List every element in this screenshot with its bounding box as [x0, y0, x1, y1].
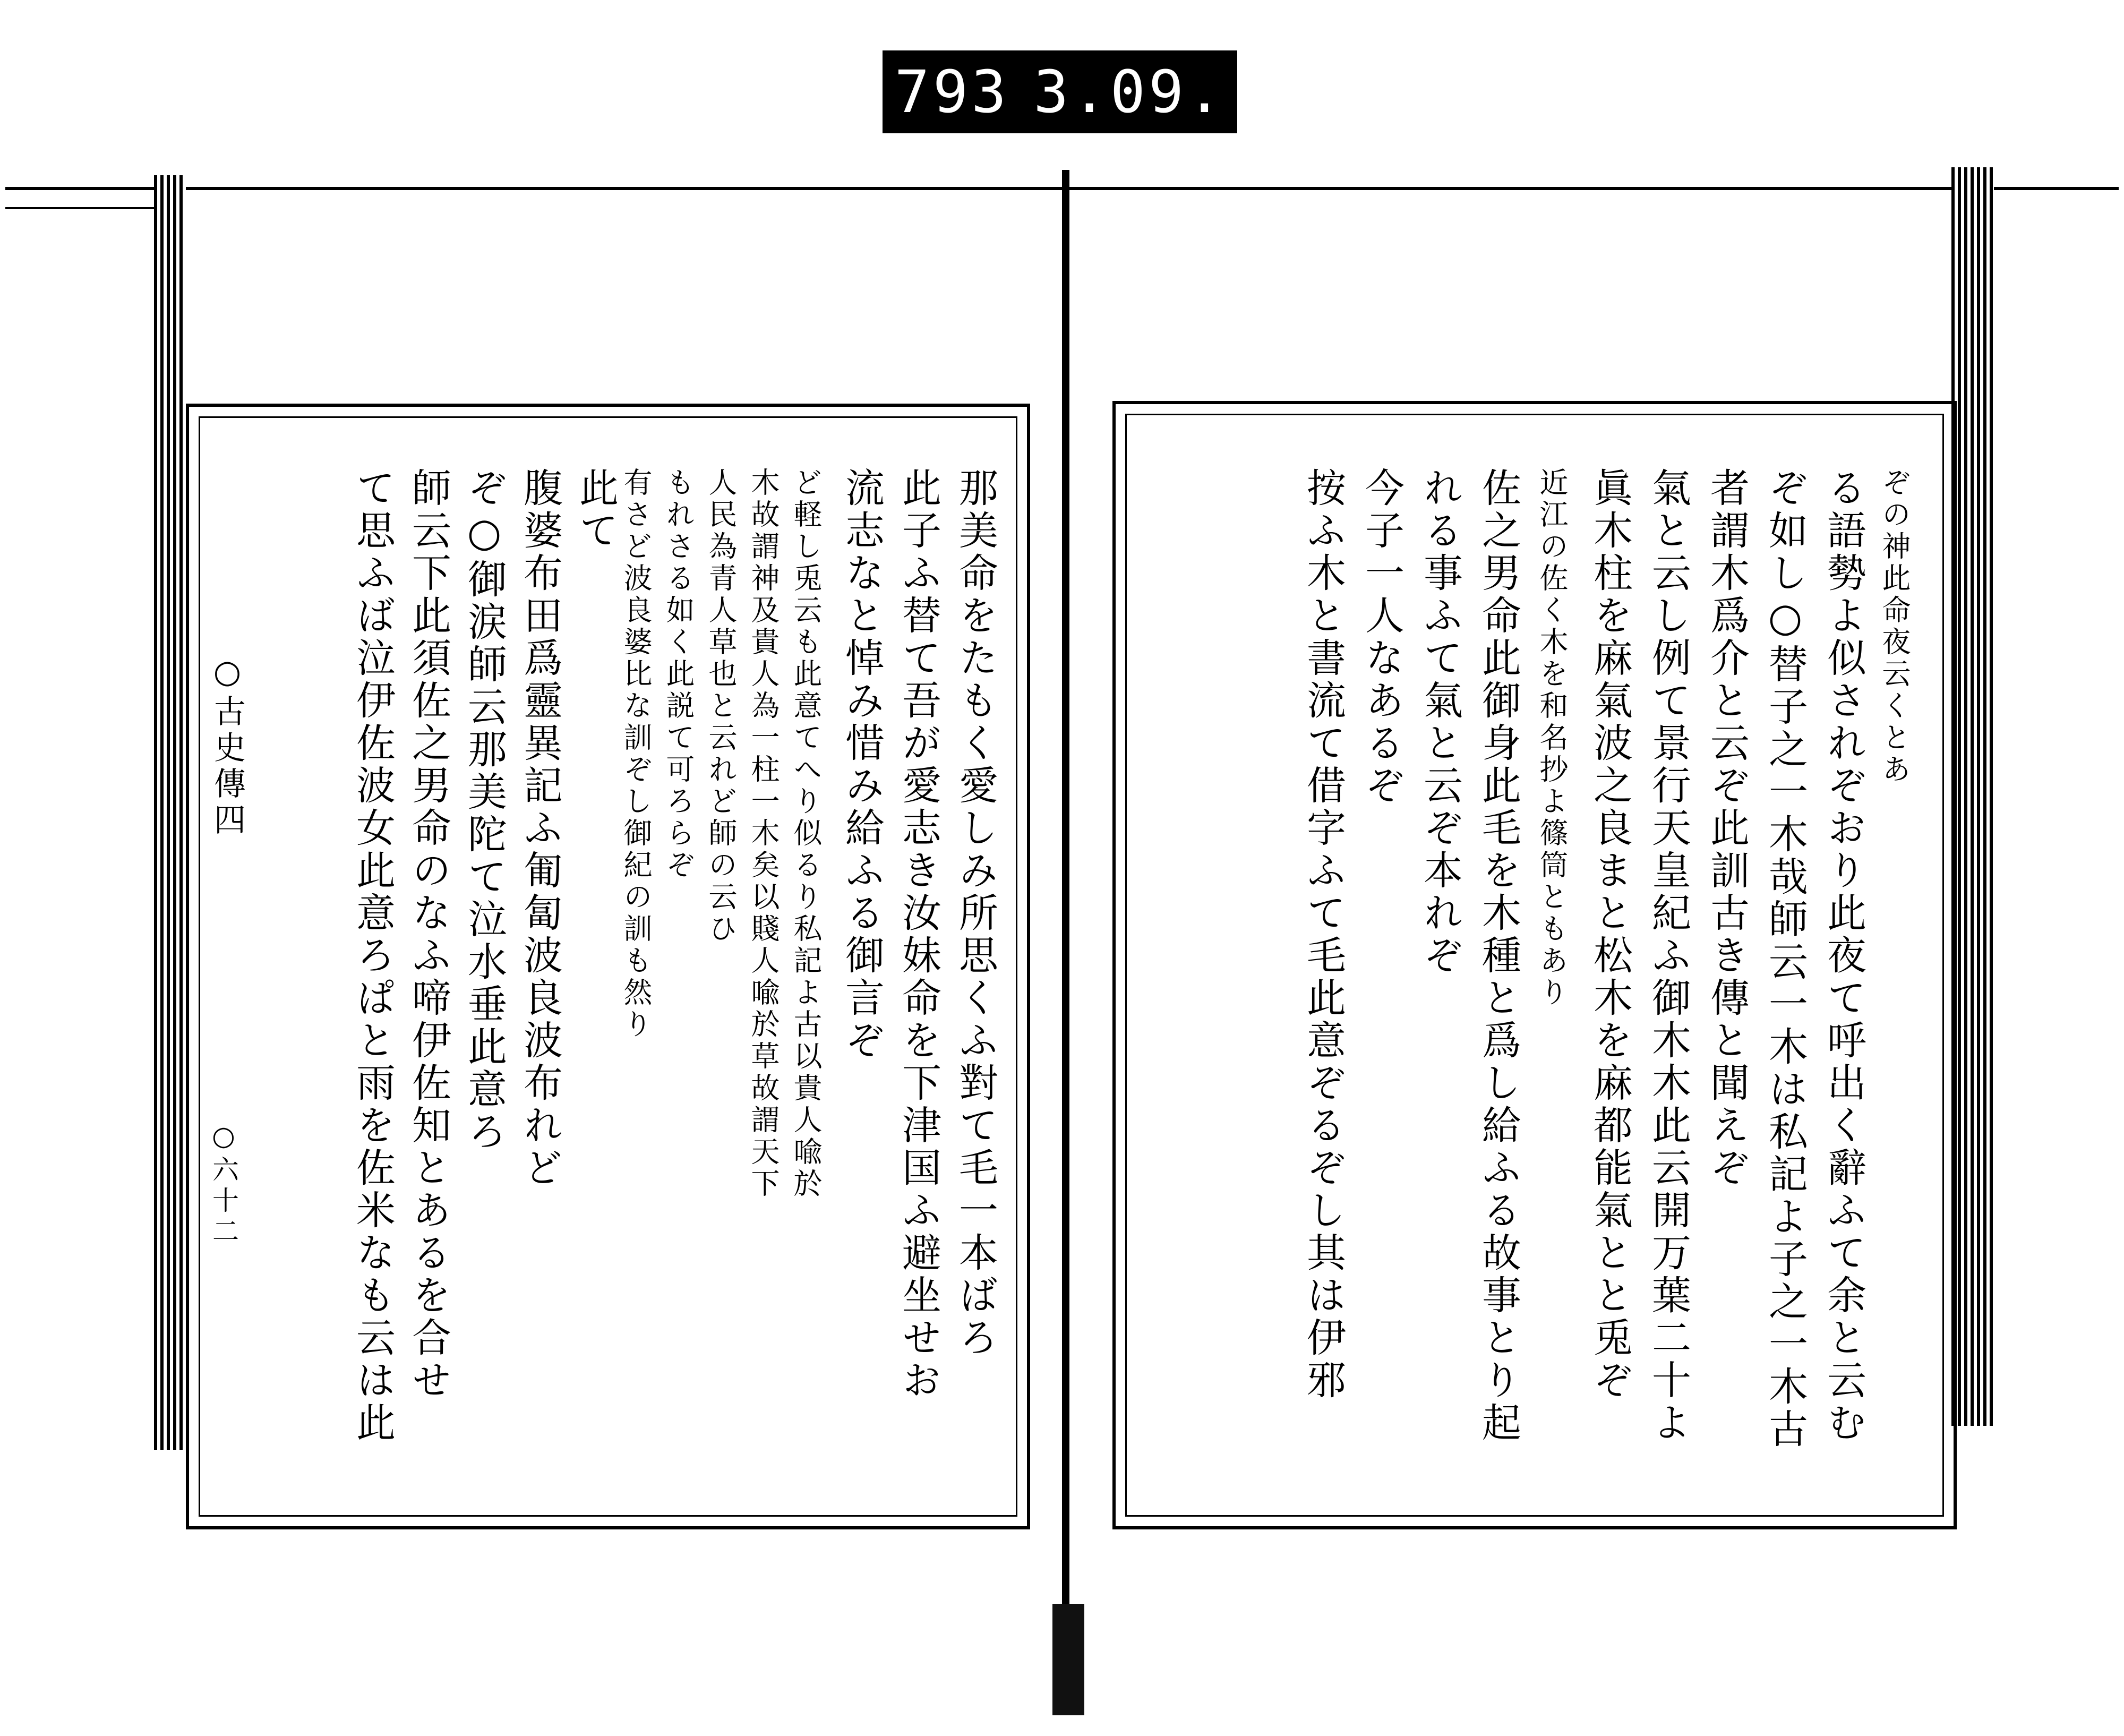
left-column-10: 腹婆布田爲靈異記ふ匍匐波良波布れど	[517, 467, 563, 1190]
left-column-3: 流志なと悼み惜み給ふる御言ぞ	[839, 467, 885, 1062]
scan-label-right: 3.09.	[1033, 58, 1226, 126]
right-column-9: れる事ふて氣と云ぞ本れぞ	[1417, 467, 1463, 977]
left-column-8: 有さど波良婆比な訓ぞし御紀の訓も然り	[619, 467, 653, 1041]
left-column-9: 此て	[573, 467, 619, 552]
right-column-5: 氣と云し例て景行天皇紀ふ御木木此云開万葉二十よ	[1646, 467, 1691, 1444]
right-column-1: ぞの神此命夜云くとあ	[1878, 467, 1911, 786]
left-page-inner-frame	[199, 416, 1017, 1517]
left-column-11: ぞ○御涙師云那美陀て泣水垂此意ろ	[461, 467, 507, 1153]
left-column-13: て思ふば泣伊佐波女此意ろぱと雨を佐米なも云は此	[350, 467, 396, 1444]
scan-label	[883, 50, 1237, 133]
right-book-edge	[1951, 167, 1994, 1426]
book-spine	[1062, 170, 1069, 1710]
left-column-7: もれさる如く此説て可ろらぞ	[662, 467, 695, 882]
left-column-4: ど軽し兎云も此意てへり似るり私記よ古以貴人喩於	[789, 467, 823, 1200]
right-column-6: 眞木柱を麻氣波之良まと松木を麻都能氣とと兎ぞ	[1587, 467, 1633, 1402]
left-book-edge	[154, 175, 186, 1450]
left-column-5: 木故謂神及貴人為一柱一木矣以賤人喩於草故謂天下	[747, 467, 780, 1200]
right-column-7: 近江の佐く木を和名抄よ篠筒ともあり	[1535, 467, 1569, 1009]
right-column-3: ぞ如し○替子之一木哉師云一木は私記よ子之一木古	[1762, 467, 1808, 1451]
right-column-8: 佐之男命此御身此毛を木種と爲し給ふる故事とり起	[1476, 467, 1521, 1444]
left-page-header-title: ○古史傳四	[209, 653, 246, 839]
left-column-2: 此子ふ替て吾が愛志き汝妹命を下津国ふ避坐せお	[896, 467, 941, 1402]
right-column-11: 按ふ木と書流て借字ふて毛此意ぞるぞし其は伊邪	[1300, 467, 1346, 1402]
scan-label-left: 793	[894, 58, 1010, 126]
left-column-6: 人民為青人草也と云れど師の云ひ	[704, 467, 738, 945]
top-edge-line-2	[5, 207, 159, 209]
right-column-2: る語勢よ似されぞおり此夜て呼出く辭ふて余と云む	[1821, 467, 1866, 1444]
left-page-number: ○六十二	[208, 1121, 239, 1248]
spine-foot	[1052, 1604, 1084, 1715]
right-column-10: 今子一人なあるぞ	[1359, 467, 1404, 807]
left-column-12: 師云下此須佐之男命のなふ啼伊佐知とあるを合せ	[406, 467, 451, 1402]
right-column-4: 者謂木爲介と云ぞ此訓古き傳と聞えぞ	[1704, 467, 1750, 1190]
left-column-1: 那美命をたもく愛しみ所思くふ對て毛一本ばろ	[953, 467, 998, 1359]
